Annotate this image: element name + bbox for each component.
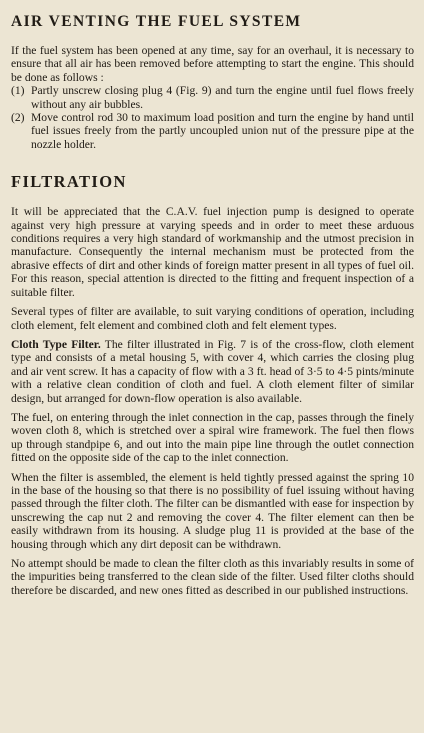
filtration-paragraph-4: The fuel, on entering through the inlet connection in the cap, passes through the finely woven cloth 8, which is stretched over a spiral wire framework. The fuel then flows up through standpipe 6, and out into the main pipe line through the outlet connection fitted on the opposite side of the cap to the inlet connection. [11,410,414,465]
step-item [11,111,414,151]
step-text: Partly unscrew closing plug 4 (Fig. 9) and turn the engine until fuel flows freely without any air bubbles. [31,84,414,111]
filtration-section [11,171,414,597]
step-item [11,84,414,111]
cloth-filter-body: The filter illustrated in Fig. 7 is of the cross-flow, cloth element type and consists of a metal housing 5, with cover 4, which carries the closing plug and air vent screw. It has a capacity of flow with a 3 ft. head of 3·5 to 4·5 pints/minute with a relative clean condition of cloth and fuel. A cloth element filter of similar design, but arranged for down-flow operation is also available. [11,337,414,405]
cloth-filter-paragraph [11,338,414,405]
filtration-paragraph-2: Several types of filter are available, to suit varying conditions of operation, including cloth element, felt element and combined cloth and felt element types. [11,305,414,332]
step-number: (1) [11,84,25,98]
step-text: Move control rod 30 to maximum load position and turn the engine by hand until fuel issues freely from the partly uncoupled union nut of the pressure pipe at the nozzle holder. [31,111,414,151]
filtration-heading: FILTRATION [11,172,127,192]
filtration-paragraph-5: When the filter is assembled, the element is held tightly pressed against the spring 10 in the base of the housing so that there is no possibility of fuel issuing without having passed through the filter cloth. The filter can be dismantled with ease for inspection by unscrewing the cap nut 2 and removing the cover 4. The filter element can then be easily withdrawn from its housing. A sludge plug 11 is provided at the base of the housing through which any dirt deposit can be withdrawn. [11,470,414,551]
cloth-filter-heading: Cloth Type Filter. [11,337,101,351]
air-venting-heading: AIR VENTING THE FUEL SYSTEM [11,13,302,30]
filtration-paragraph-1: It will be appreciated that the C.A.V. fuel injection pump is designed to operate against very high pressure at varying speeds and in order to meet these arduous conditions requires a very high standard of workmanship and the utmost precision in manufacture. Consequently the internal mechanism must be protected from the abrasive effects of dirt and other kinds of foreign matter present in all types of fuel oil. For this reason, special attention is directed to the fitting and frequent inspection of a suitable filter. [11,205,414,299]
step-number: (2) [11,111,25,125]
filtration-paragraph-6: No attempt should be made to clean the filter cloth as this invariably results in some of the impurities being transferred to the clean side of the filter. Used filter cloths should therefore be discarded, and new ones fitted as described in our published instructions. [11,557,414,597]
air-venting-steps [11,84,414,151]
air-venting-section [11,12,414,151]
air-venting-intro: If the fuel system has been opened at any time, say for an overhaul, it is necessary to ensure that all air has been removed before attempting to start the engine. This should be done as follows : [11,44,414,84]
